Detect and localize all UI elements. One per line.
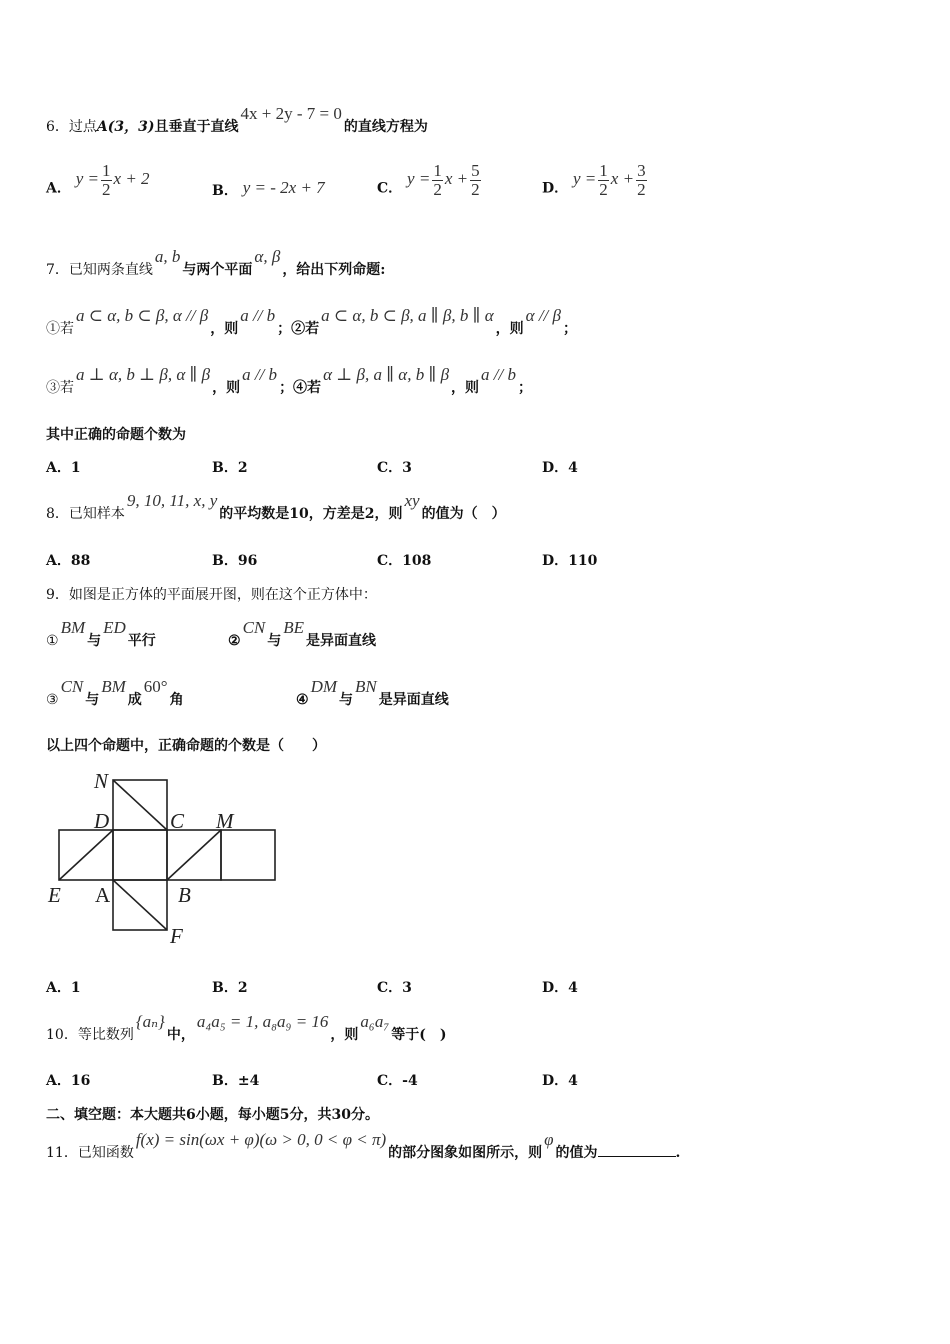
label-b: B <box>178 883 191 907</box>
q7-option-a[interactable]: A．1 <box>46 460 81 476</box>
q6-option-c-label: C． <box>377 180 403 197</box>
q6-option-b[interactable] <box>212 180 325 200</box>
q11-stem-c: 的值为 <box>555 1145 598 1161</box>
q7-p2-label: ；②若 <box>277 321 320 337</box>
q9-statement-2 <box>228 618 377 650</box>
q9-s2-end: 是异面直线 <box>306 633 377 649</box>
q9-s1-a: BM <box>60 618 86 637</box>
q7-p2-cond: a ⊂ α, b ⊂ β, a ∥ β, b ∥ α <box>321 306 494 325</box>
q7-stem <box>46 247 386 279</box>
q6-stem-b: 且垂直于直线 <box>154 119 239 135</box>
q8-option-c[interactable]: C．108 <box>377 553 432 569</box>
q9-s1-label: ① <box>46 633 59 649</box>
q6-line-eq: 4x + 2y - 7 = 0 <box>240 104 342 123</box>
q9-s1-end: 平行 <box>127 633 156 649</box>
net-square-far-right <box>221 830 275 880</box>
q7-p2-res: α // β <box>525 306 561 325</box>
q9-statement-4 <box>296 677 449 709</box>
q10-stem <box>46 1012 447 1044</box>
q7-p2-then: ，则 <box>495 321 524 337</box>
q6-d-lhs: y = <box>573 169 597 189</box>
q6-d-den: 2 <box>599 180 608 199</box>
q9-option-d[interactable]: D．4 <box>542 980 578 996</box>
q6-option-d[interactable] <box>542 161 649 207</box>
q8-stem-b: 的平均数是10，方差是2，则 <box>219 506 403 522</box>
q9-statement-3 <box>46 677 184 709</box>
q6-option-a-label: A． <box>46 180 71 197</box>
q7-lines: a, b <box>154 247 181 266</box>
q6-stem <box>46 104 428 136</box>
cube-net-figure <box>40 768 280 948</box>
q6-c-rest: x + <box>444 169 469 189</box>
q9-s3-cheng: 成 <box>127 692 142 708</box>
q9-s2-a: CN <box>242 618 266 637</box>
q9-s3-label: ③ <box>46 692 59 708</box>
segment-nc <box>113 780 167 830</box>
q6-d-den2: 2 <box>637 180 646 199</box>
segment-bm <box>167 830 221 880</box>
q9-option-c[interactable]: C．3 <box>377 980 412 996</box>
q9-s3-a: CN <box>60 677 84 696</box>
q8-stem-a: 8．已知样本 <box>46 506 125 522</box>
q9-s3-mid: 与 <box>85 692 100 708</box>
label-a: A <box>95 883 111 907</box>
q10-stem-d: 等于( ) <box>391 1027 447 1043</box>
q9-s4-b: BN <box>355 677 377 696</box>
q6-stem-a: 6．过点 <box>46 119 97 135</box>
q7-p4-then: ，则 <box>451 380 480 396</box>
q9-s4-end: 是异面直线 <box>378 692 449 708</box>
q11-func: f(x) = sin(ωx + φ)(ω > 0, 0 < φ < π) <box>135 1130 387 1149</box>
q7-option-d[interactable]: D．4 <box>542 460 578 476</box>
segment-af <box>113 880 167 930</box>
q9-s3-angle: 60° <box>143 677 168 696</box>
q10-option-b[interactable]: B．±4 <box>212 1073 260 1089</box>
q10-stem-b: 中， <box>166 1027 195 1043</box>
q7-p1-cond: a ⊂ α, b ⊂ β, α // β <box>76 306 209 325</box>
q9-s2-mid: 与 <box>267 633 282 649</box>
q7-stem-a: 7．已知两条直线 <box>46 262 153 278</box>
q6-point: A(3，3) <box>96 119 155 135</box>
q7-p3-then: ，则 <box>212 380 241 396</box>
label-n: N <box>94 769 109 793</box>
q11-answer-blank[interactable] <box>598 1144 676 1157</box>
q9-s1-b: ED <box>103 618 126 637</box>
q6-b-expr: y = - 2x + 7 <box>242 178 325 197</box>
q7-planes: α, β <box>254 247 281 266</box>
q8-stem-c: 的值为（ ） <box>421 506 506 522</box>
q6-d-num2: 3 <box>637 161 646 180</box>
q10-target: a₆a₇ <box>360 1012 390 1031</box>
q6-c-den: 2 <box>433 180 442 199</box>
q10-stem-a: 10．等比数列 <box>46 1027 134 1043</box>
q6-a-rest: x + 2 <box>113 169 150 189</box>
q6-option-a[interactable] <box>46 161 150 207</box>
q6-d-rest: x + <box>610 169 635 189</box>
q9-question: 以上四个命题中，正确命题的个数是（ ） <box>46 738 326 754</box>
q7-p2-end: ； <box>563 321 577 337</box>
q7-p4-end: ； <box>518 380 532 396</box>
q8-option-a[interactable]: A．88 <box>46 553 91 569</box>
q8-option-d[interactable]: D．110 <box>542 553 598 569</box>
q11-stem-a: 11．已知函数 <box>46 1145 134 1161</box>
label-f: F <box>170 924 183 948</box>
q7-option-c[interactable]: C．3 <box>377 460 412 476</box>
q7-p3-cond: a ⊥ α, b ⊥ β, α ∥ β <box>76 365 211 384</box>
q7-question: 其中正确的命题个数为 <box>46 427 186 443</box>
q9-s3-b: BM <box>101 677 126 696</box>
q6-c-lhs: y = <box>407 169 431 189</box>
net-square-center <box>113 830 167 880</box>
q6-a-lhs: y = <box>75 169 100 189</box>
q6-c-num2: 5 <box>471 161 480 180</box>
q9-s4-mid: 与 <box>339 692 354 708</box>
q9-s4-label: ④ <box>296 692 309 708</box>
q10-cond: a₄a₅ = 1, a₈a₉ = 16 <box>196 1012 329 1031</box>
q6-a-den: 2 <box>102 180 111 199</box>
q6-option-d-label: D． <box>542 180 569 197</box>
q9-option-b[interactable]: B．2 <box>212 980 248 996</box>
label-c: C <box>170 809 185 833</box>
q6-stem-c: 的直线方程为 <box>343 119 428 135</box>
q7-p3-label: ③若 <box>46 380 74 396</box>
q7-option-b[interactable]: B．2 <box>212 460 248 476</box>
label-d: D <box>94 809 110 833</box>
q7-p3-res: a // b <box>242 365 278 384</box>
q7-p1-label: ①若 <box>46 321 74 337</box>
q7-p1-then: ，则 <box>210 321 239 337</box>
q6-a-num: 1 <box>102 161 111 180</box>
segment-ed <box>59 830 113 880</box>
q11-stem <box>46 1130 681 1162</box>
q7-stem-c: ，给出下列命题: <box>282 262 386 278</box>
q7-stem-b: 与两个平面 <box>182 262 253 278</box>
q7-props-3-4 <box>46 365 532 397</box>
q10-option-c[interactable]: C．-4 <box>377 1073 418 1089</box>
q10-seq: {aₙ} <box>135 1012 165 1031</box>
q6-c-den2: 2 <box>471 180 480 199</box>
q9-s3-end: 角 <box>169 692 184 708</box>
section-2-title: 二、填空题：本大题共6小题，每小题5分，共30分。 <box>46 1107 379 1123</box>
q8-stem <box>46 491 506 523</box>
q6-option-c[interactable] <box>377 161 483 207</box>
q10-option-a[interactable]: A．16 <box>46 1073 91 1089</box>
q9-s4-a: DM <box>310 677 338 696</box>
q8-option-b[interactable]: B．96 <box>212 553 258 569</box>
q11-phi: φ <box>544 1130 554 1149</box>
q7-props-1-2 <box>46 306 577 338</box>
q11-stem-b: 的部分图象如图所示，则 <box>388 1145 543 1161</box>
q9-statement-1 <box>46 618 156 650</box>
label-e: E <box>48 883 61 907</box>
q7-p4-label: ；④若 <box>279 380 322 396</box>
q6-c-num: 1 <box>433 161 442 180</box>
q9-stem: 9．如图是正方体的平面展开图，则在这个正方体中： <box>46 587 377 603</box>
q10-option-d[interactable]: D．4 <box>542 1073 578 1089</box>
q9-s2-label: ② <box>228 633 241 649</box>
q8-xy: xy <box>404 491 420 510</box>
q7-p4-res: a // b <box>481 365 516 384</box>
q6-option-b-label: B． <box>212 183 238 199</box>
q7-p1-res: a // b <box>240 306 276 325</box>
q8-sample: 9, 10, 11, x, y <box>126 491 218 510</box>
q7-p4-cond: α ⊥ β, a ∥ α, b ∥ β <box>323 365 450 384</box>
q9-option-a[interactable]: A．1 <box>46 980 81 996</box>
q6-d-num: 1 <box>599 161 608 180</box>
q10-stem-c: ，则 <box>330 1027 359 1043</box>
label-m: M <box>216 809 234 833</box>
q11-stem-d: . <box>675 1145 681 1161</box>
q9-s1-mid: 与 <box>87 633 102 649</box>
q9-s2-b: BE <box>283 618 305 637</box>
